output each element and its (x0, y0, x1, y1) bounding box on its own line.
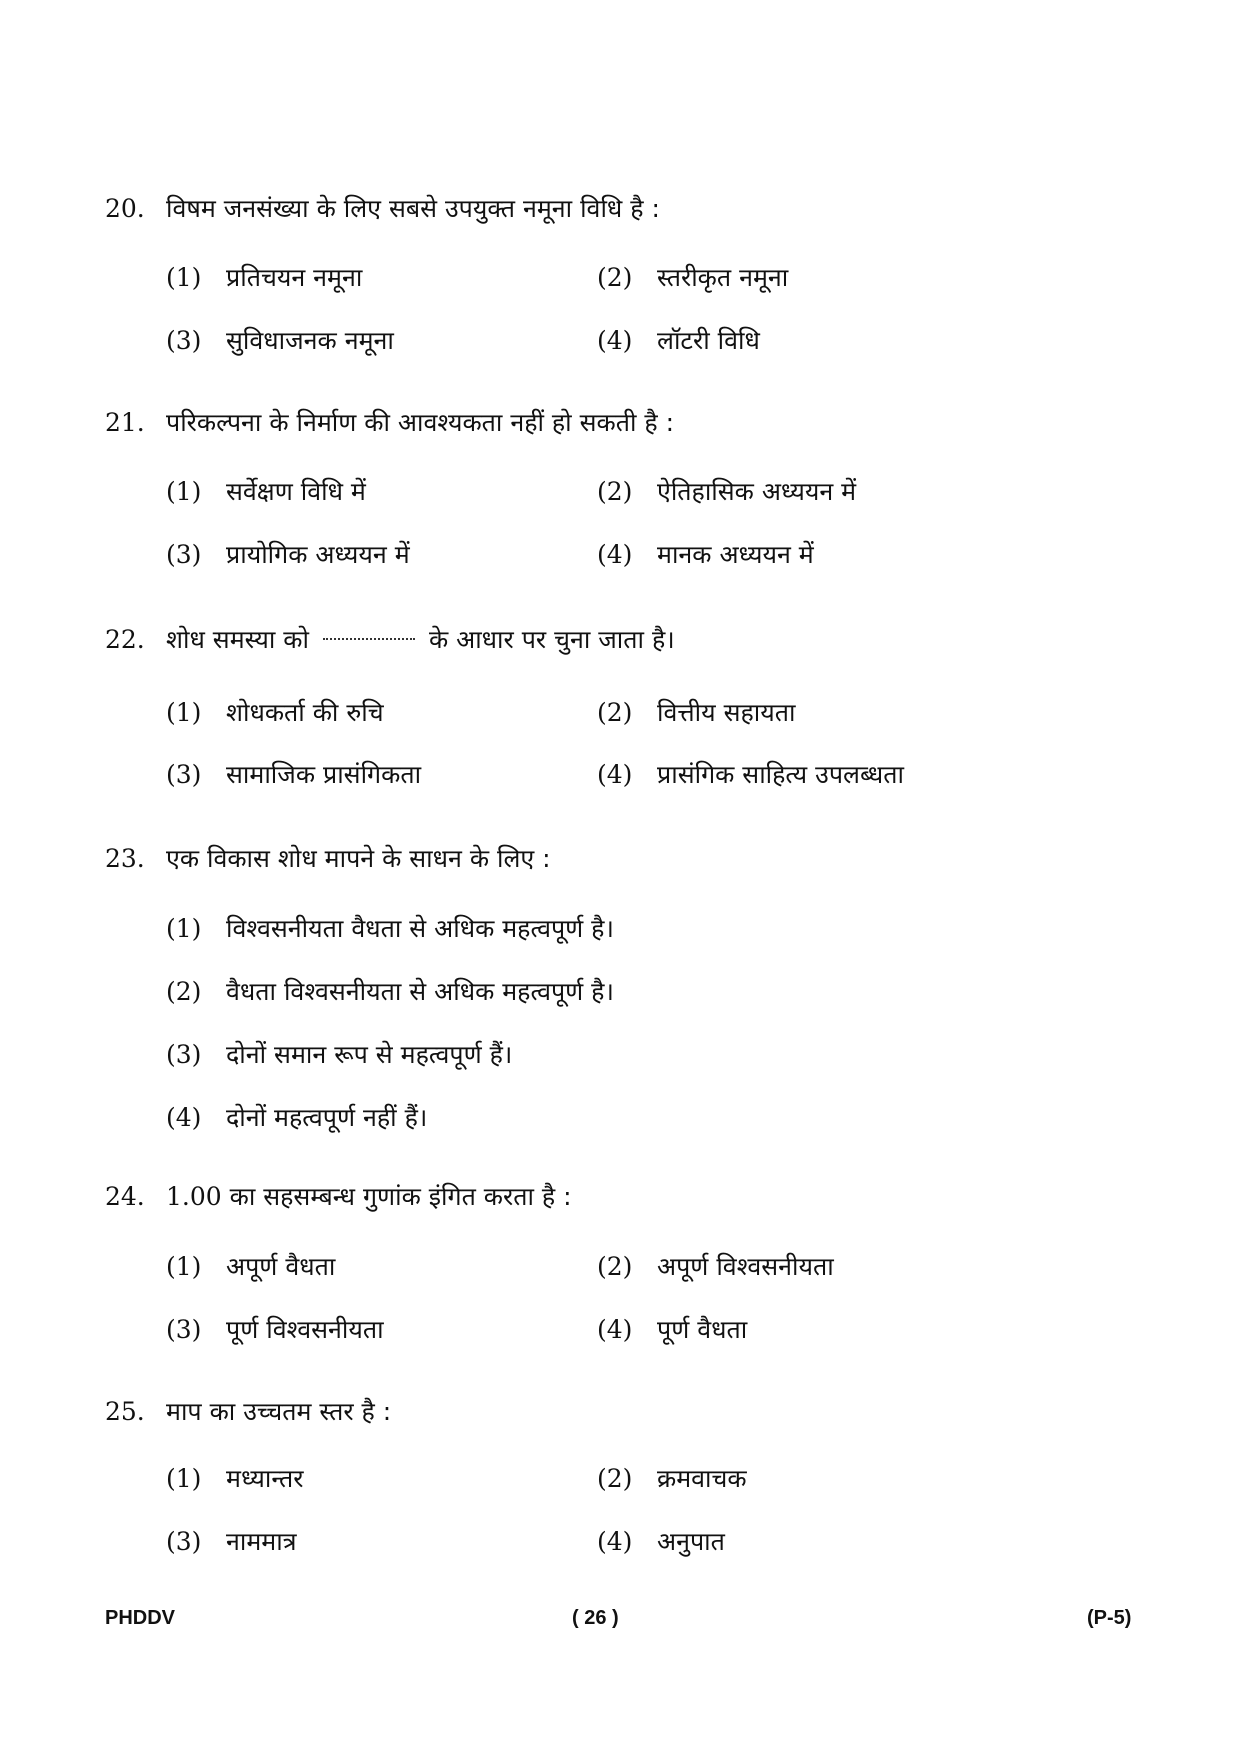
option-text: दोनों महत्वपूर्ण नहीं हैं। (226, 1103, 428, 1132)
option-number: (3) (166, 1315, 202, 1344)
option-number: (1) (166, 1464, 202, 1493)
option-text: विश्वसनीयता वैधता से अधिक महत्वपूर्ण है। (226, 914, 614, 943)
option-number: (3) (166, 1527, 202, 1556)
option-number: (1) (166, 698, 202, 727)
option-number: (4) (597, 760, 633, 789)
option-number: (2) (597, 698, 633, 727)
question-number: 21. (105, 408, 145, 437)
question-text (166, 1181, 572, 1213)
question-text: परिकल्पना के निर्माण की आवश्यकता नहीं हो सकती है : (166, 408, 675, 437)
footer-page-number: ( 26 ) (572, 1607, 619, 1629)
question-text: एक विकास शोध मापने के साधन के लिए : (166, 844, 551, 873)
option-number: (4) (166, 1103, 202, 1132)
question-text-rest: का सहसम्बन्ध गुणांक इंगित करता है : (229, 1182, 572, 1211)
option-text: प्रायोगिक अध्ययन में (226, 540, 410, 569)
option-number: (4) (597, 540, 633, 569)
option-number: (2) (597, 263, 633, 292)
correlation-value: 1.00 (166, 1182, 222, 1211)
option-text: शोधकर्ता की रुचि (226, 698, 384, 727)
question-number: 20. (105, 194, 145, 223)
option-text: स्तरीकृत नमूना (657, 263, 789, 292)
question-number: 23. (105, 844, 145, 873)
option-text: वैधता विश्वसनीयता से अधिक महत्वपूर्ण है। (226, 977, 614, 1006)
option-text: पूर्ण वैधता (657, 1315, 748, 1344)
fill-in-blank (323, 624, 415, 640)
option-text: अपूर्ण विश्वसनीयता (657, 1252, 834, 1281)
option-text: अनुपात (657, 1527, 725, 1556)
question-number: 24. (105, 1182, 145, 1211)
option-number: (3) (166, 326, 202, 355)
option-text: प्रासंगिक साहित्य उपलब्धता (657, 760, 904, 789)
option-number: (4) (597, 1315, 633, 1344)
option-text: ऐतिहासिक अध्ययन में (657, 477, 857, 506)
question-text (166, 624, 675, 656)
option-number: (3) (166, 540, 202, 569)
option-number: (1) (166, 263, 202, 292)
option-text: क्रमवाचक (657, 1464, 747, 1493)
option-text: प्रतिचयन नमूना (226, 263, 363, 292)
option-text: मानक अध्ययन में (657, 540, 814, 569)
option-text: अपूर्ण वैधता (226, 1252, 336, 1281)
option-text: सर्वेक्षण विधि में (226, 477, 366, 506)
option-text: दोनों समान रूप से महत्वपूर्ण हैं। (226, 1040, 513, 1069)
option-number: (1) (166, 477, 202, 506)
footer-set-code: (P-5) (1087, 1607, 1132, 1629)
option-number: (2) (597, 1252, 633, 1281)
question-number: 22. (105, 625, 145, 654)
option-text: वित्तीय सहायता (657, 698, 796, 727)
footer-paper-code: PHDDV (105, 1607, 176, 1629)
option-text: सुविधाजनक नमूना (226, 326, 394, 355)
question-text: विषम जनसंख्या के लिए सबसे उपयुक्त नमूना विधि है : (166, 194, 660, 223)
option-text: मध्यान्तर (226, 1464, 304, 1493)
option-number: (3) (166, 1040, 202, 1069)
option-number: (1) (166, 1252, 202, 1281)
question-text: माप का उच्चतम स्तर है : (166, 1397, 392, 1426)
question-text-after-blank: के आधार पर चुना जाता है। (428, 625, 675, 654)
option-number: (2) (597, 1464, 633, 1493)
option-text: नाममात्र (226, 1527, 297, 1556)
question-number: 25. (105, 1397, 145, 1426)
option-text: सामाजिक प्रासंगिकता (226, 760, 422, 789)
option-number: (2) (166, 977, 202, 1006)
option-number: (4) (597, 1527, 633, 1556)
option-number: (3) (166, 760, 202, 789)
option-number: (1) (166, 914, 202, 943)
option-text: पूर्ण विश्वसनीयता (226, 1315, 384, 1344)
option-number: (4) (597, 326, 633, 355)
option-number: (2) (597, 477, 633, 506)
option-text: लॉटरी विधि (657, 326, 760, 355)
question-text-before-blank: शोध समस्या को (166, 625, 309, 654)
